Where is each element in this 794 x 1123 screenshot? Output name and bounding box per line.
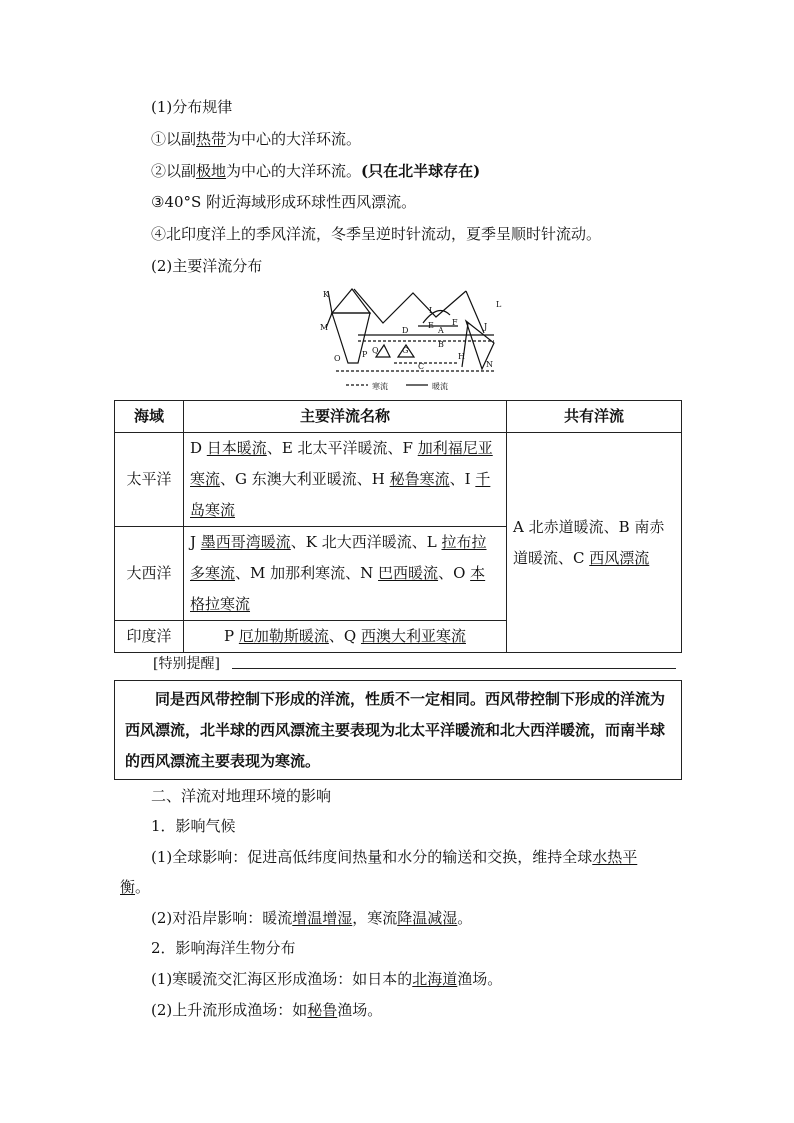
ocean-indian: 印度洋 xyxy=(115,621,184,653)
label-h: H xyxy=(458,352,465,361)
para-global-cont: 衡。 xyxy=(120,878,151,896)
para-coastal: (2)对沿岸影响：暖流增温增湿，寒流降温减湿。 xyxy=(151,909,473,927)
table-header-row xyxy=(115,401,682,433)
indian-currents: P 厄加勒斯暖流、Q 西澳大利亚寒流 xyxy=(184,621,507,653)
pacific-currents: D 日本暖流、E 北太平洋暖流、F 加利福尼亚 寒流、G 东澳大利亚暖流、H 秘鲁寒流、I 千 岛寒流 xyxy=(184,433,507,527)
header-sea: 海域 xyxy=(115,401,184,433)
label-f: F xyxy=(452,318,458,327)
ocean-current-table xyxy=(114,400,682,653)
label-e: E xyxy=(428,321,434,330)
atlantic-currents: J 墨西哥湾暖流、K 北大西洋暖流、L 拉布拉 多寒流、M 加那利寒流、N 巴西暖流、O 本 格拉寒流 xyxy=(184,527,507,621)
diagram-coast-right xyxy=(466,291,484,333)
heading-distribution: (1)分布规律 xyxy=(151,98,233,116)
para-fishery-1: (1)寒暖流交汇海区形成渔场：如日本的北海道渔场。 xyxy=(151,970,503,988)
legend-cold: 寒流 xyxy=(372,382,388,391)
label-l: L xyxy=(496,300,502,309)
diagram-north-gyre xyxy=(354,289,466,323)
rule-4: ④北印度洋上的季风洋流，冬季呈逆时针流动，夏季呈顺时针流动。 xyxy=(151,225,602,243)
label-c: C xyxy=(418,362,425,371)
heading-main-currents: (2)主要洋流分布 xyxy=(151,257,263,275)
legend-warm: 暖流 xyxy=(432,382,448,391)
tip-box xyxy=(114,680,682,780)
header-currents: 主要洋流名称 xyxy=(184,401,507,433)
label-a: A xyxy=(438,326,444,335)
ocean-atlantic: 大西洋 xyxy=(115,527,184,621)
rule-1: ①以副热带为中心的大洋环流。 xyxy=(151,130,362,148)
rule-3: ③40°S 附近海域形成环球性西风漂流。 xyxy=(151,193,417,211)
label-d: D xyxy=(402,326,409,335)
tip-title: [特别提醒] xyxy=(153,656,220,672)
label-j: J xyxy=(484,322,488,331)
label-n: N xyxy=(486,360,493,369)
label-i: I xyxy=(429,306,433,315)
ocean-pacific: 太平洋 xyxy=(115,433,184,527)
para-global: (1)全球影响：促进高低纬度间热量和水分的输送和交换，维持全球水热平 xyxy=(151,848,638,866)
label-o: O xyxy=(334,354,341,363)
ocean-current-diagram xyxy=(318,283,508,395)
para-fishery-2: (2)上升流形成渔场：如秘鲁渔场。 xyxy=(151,1001,383,1019)
subheading-climate: 1．影响气候 xyxy=(151,817,236,835)
tip-text: 同是西风带控制下形成的洋流，性质不一定相同。西风带控制下形成的洋流为西风漂流，北半球的西风漂流主要表现为北太平洋暖流和北大西洋暖流，而南半球的西风漂流主要表现为寒流。 xyxy=(125,690,666,770)
tip-divider xyxy=(232,668,676,669)
label-m: M xyxy=(320,323,329,332)
header-common: 共有洋流 xyxy=(507,401,682,433)
label-p: P xyxy=(362,350,368,359)
label-b: B xyxy=(438,340,444,349)
table-row-pacific xyxy=(115,433,682,527)
common-currents: A 北赤道暖流、B 南赤 道暖流、C 西风漂流 xyxy=(507,433,682,653)
rule-2: ②以副极地为中心的大洋环流。(只在北半球存在) xyxy=(151,162,481,180)
heading-influence: 二、洋流对地理环境的影响 xyxy=(151,787,332,805)
subheading-biology: 2．影响海洋生物分布 xyxy=(151,939,296,957)
label-g: G xyxy=(402,346,409,355)
label-q: Q xyxy=(372,346,379,355)
label-k: K xyxy=(323,290,329,299)
